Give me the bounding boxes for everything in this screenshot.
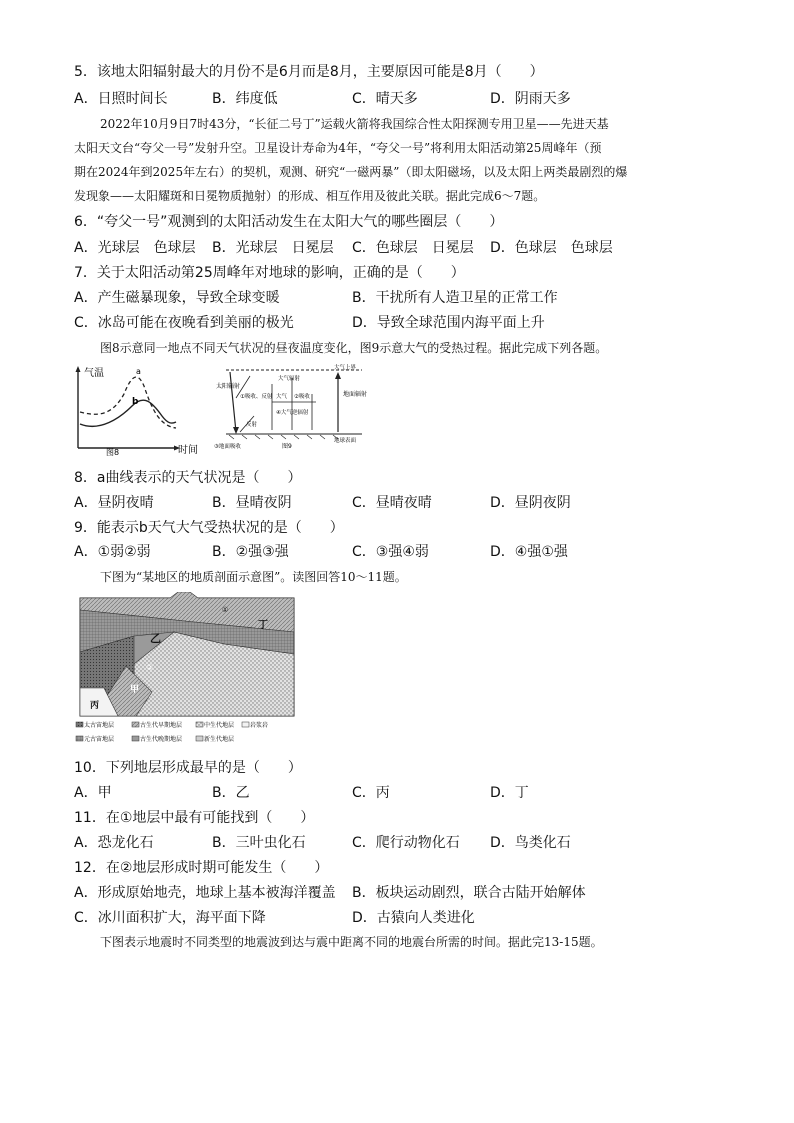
q5-option-d: D．阴雨天多 bbox=[490, 91, 571, 107]
q12-option-a: A．形成原始地壳，地球上基本被海洋覆盖 bbox=[74, 885, 336, 901]
legend-cenozoic: 新生代地层 bbox=[204, 736, 235, 743]
fig9-top-boundary: 大气上界 bbox=[334, 365, 357, 371]
fig9-caption: 图9 bbox=[282, 443, 292, 450]
passage1-line-3: 期在2024年到2025年左右）的契机，观测、研究“一磁两暴”（即太阳磁场，以及太阳上两类最剧烈的爆 bbox=[74, 165, 628, 179]
q9-options bbox=[74, 542, 754, 562]
passage2: 图8示意同一地点不同天气状况的昼夜温度变化，图9示意大气的受热过程。据此完成下列各题。 bbox=[100, 341, 608, 355]
q7-option-b: B．干扰所有人造卫星的正常工作 bbox=[352, 290, 558, 306]
q10-option-d: D．丁 bbox=[490, 785, 529, 801]
q6-option-a: A．光球层 色球层 bbox=[74, 240, 196, 256]
fig8-ylabel: 气温 bbox=[84, 368, 104, 379]
legend-mesozoic: 中生代地层 bbox=[204, 722, 235, 729]
geo-label-two: ② bbox=[146, 663, 154, 672]
q7-option-d: D．导致全球范围内海平面上升 bbox=[352, 315, 545, 331]
passage1-line-4: 发现象——太阳耀斑和日冕物质抛射）的形成、相互作用及彼此关联。据此完成6～7题。 bbox=[74, 189, 546, 203]
q11-options bbox=[74, 833, 754, 853]
q11-option-c: C．爬行动物化石 bbox=[352, 835, 460, 851]
legend-proterozoic: 元古宙地层 bbox=[84, 736, 115, 743]
figure-8-temperature-chart bbox=[72, 362, 202, 456]
passage3: 下图为“某地区的地质剖面示意图”。读图回答10～11题。 bbox=[100, 570, 407, 584]
figure-9-atmosphere-heating-diagram bbox=[212, 364, 372, 452]
q10-option-b: B．乙 bbox=[212, 785, 250, 801]
passage1-line-2: 太阳天文台“夸父一号”发射升空。卫星设计寿命为4年，“夸父一号”将利用太阳活动第25周峰年（预 bbox=[74, 141, 602, 155]
q8-options bbox=[74, 493, 754, 513]
q8-option-b: B．昼晴夜阴 bbox=[212, 495, 292, 511]
q12-options-row1 bbox=[74, 883, 754, 903]
fig9-atm-radiation: 大气辐射 bbox=[278, 376, 301, 382]
q6-options bbox=[74, 238, 754, 258]
q11-option-a: A．恐龙化石 bbox=[74, 835, 154, 851]
q5-stem: 5．该地太阳辐射最大的月份不是6月而是8月，主要原因可能是8月（ ） bbox=[74, 64, 544, 80]
q9-option-a: A．①弱②弱 bbox=[74, 544, 151, 560]
q10-option-c: C．丙 bbox=[352, 785, 390, 801]
q10-stem: 10．下列地层形成最早的是（ ） bbox=[74, 760, 302, 776]
geo-label-jia: 甲 bbox=[130, 685, 140, 695]
q7-option-c: C．冰岛可能在夜晚看到美丽的极光 bbox=[74, 315, 294, 331]
curve-a bbox=[80, 377, 176, 428]
fig9-right-label: 地面辐射 bbox=[343, 391, 368, 398]
q8-option-c: C．昼晴夜晴 bbox=[352, 495, 432, 511]
q12-option-b: B．板块运动剧烈，联合古陆开始解体 bbox=[352, 885, 586, 901]
fig9-surface-label: 地球表面 bbox=[334, 438, 357, 444]
q6-option-b: B．光球层 日冕层 bbox=[212, 240, 334, 256]
curve-b bbox=[80, 400, 176, 426]
geo-label-one: ① bbox=[222, 606, 229, 614]
q12-stem: 12．在②地层形成时期可能发生（ ） bbox=[74, 860, 329, 876]
q5-option-a: A．日照时间长 bbox=[74, 91, 168, 107]
q8-stem: 8．a曲线表示的天气状况是（ ） bbox=[74, 470, 302, 486]
passage1-line-1: 2022年10月9日7时43分，“长征二号丁”运载火箭将我国综合性太阳探测专用卫星——先进天基 bbox=[100, 117, 609, 131]
q5-option-c: C．晴天多 bbox=[352, 91, 418, 107]
legend-magmatic: 岩浆岩 bbox=[250, 722, 269, 729]
fig8-caption: 图8 bbox=[106, 448, 120, 456]
fig8-xlabel: 时间 bbox=[178, 445, 198, 456]
passage4: 下图表示地震时不同类型的地震波到达与震中距离不同的地震台所需的时间。据此完13-15题。 bbox=[100, 935, 603, 949]
q11-stem: 11．在①地层中最有可能找到（ ） bbox=[74, 810, 315, 826]
q5-option-b: B．纬度低 bbox=[212, 91, 278, 107]
legend-early-paleozoic: 古生代早期地层 bbox=[140, 722, 183, 729]
q9-option-d: D．④强①强 bbox=[490, 544, 568, 560]
geo-label-yi: 乙 bbox=[150, 632, 161, 645]
q7-options-row1 bbox=[74, 288, 754, 308]
fig9-reflect: 反射 bbox=[246, 422, 258, 428]
q6-stem: 6．“夸父一号”观测到的太阳活动发生在太阳大气的哪些圈层（ ） bbox=[74, 214, 504, 230]
geo-label-ding: 丁 bbox=[258, 620, 268, 631]
q9-stem: 9．能表示b天气大气受热状况的是（ ） bbox=[74, 520, 344, 536]
legend-archean: 太古宙地层 bbox=[84, 722, 115, 729]
q8-option-a: A．昼阴夜晴 bbox=[74, 495, 154, 511]
q11-option-b: B．三叶虫化石 bbox=[212, 835, 306, 851]
fig9-atmosphere: 大气 bbox=[276, 394, 288, 400]
fig9-left-label: 太阳辐射 bbox=[216, 383, 241, 390]
q12-option-d: D．古猿向人类进化 bbox=[352, 910, 475, 926]
q7-stem: 7．关于太阳活动第25周峰年对地球的影响，正确的是（ ） bbox=[74, 265, 465, 281]
q8-option-d: D．昼阴夜阴 bbox=[490, 495, 571, 511]
fig9-absorb-2: ②吸收 bbox=[294, 394, 310, 400]
q6-option-d: D．色球层 色球层 bbox=[490, 240, 613, 256]
q12-option-c: C．冰川面积扩大，海平面下降 bbox=[74, 910, 266, 926]
q7-option-a: A．产生磁暴现象，导致全球变暖 bbox=[74, 290, 280, 306]
q9-option-b: B．②强③强 bbox=[212, 544, 289, 560]
curve-a-label: a bbox=[136, 367, 141, 376]
geo-label-bing: 丙 bbox=[90, 701, 100, 711]
fig9-absorb-reflect: ①吸收、反射 bbox=[240, 394, 273, 400]
q7-options-row2 bbox=[74, 313, 754, 333]
q12-options-row2 bbox=[74, 908, 754, 928]
q6-option-c: C．色球层 日冕层 bbox=[352, 240, 474, 256]
q11-option-d: D．鸟类化石 bbox=[490, 835, 571, 851]
q5-options bbox=[74, 89, 754, 109]
q10-option-a: A．甲 bbox=[74, 785, 112, 801]
geo-legend bbox=[76, 721, 268, 743]
fig9-ground-absorb: ③地面吸收 bbox=[214, 444, 241, 450]
fig9-back-radiation: ④大气逆辐射 bbox=[276, 410, 309, 416]
q9-option-c: C．③强④弱 bbox=[352, 544, 429, 560]
q10-options bbox=[74, 783, 754, 803]
geologic-cross-section bbox=[74, 592, 296, 750]
legend-late-paleozoic: 古生代晚期地层 bbox=[140, 736, 183, 743]
curve-b-label: b bbox=[132, 397, 139, 407]
